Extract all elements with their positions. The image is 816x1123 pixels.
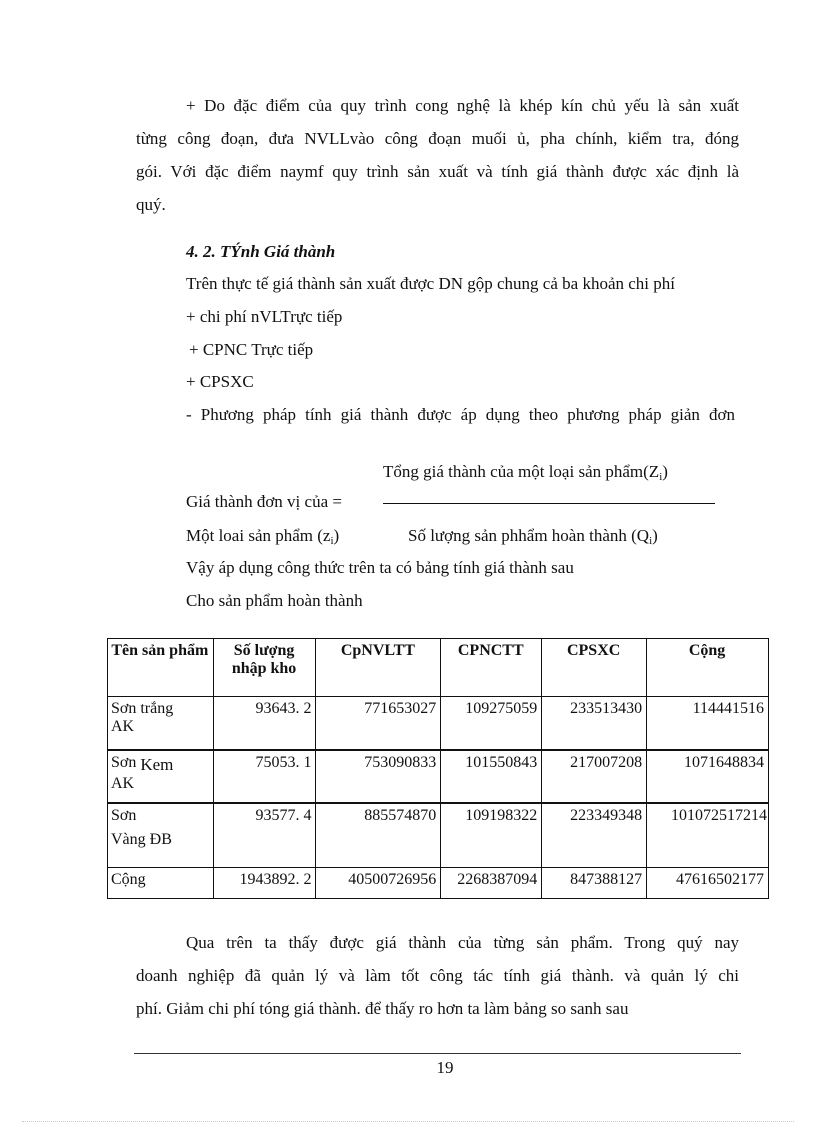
header-cpnctt: CPNCTT [441,639,542,697]
cpnctt-cell: 109275059 [441,697,542,750]
header-cpsxc: CPSXC [542,639,647,697]
cost-table [107,638,769,899]
section-intro: Trên thực tế giá thành sản xuất được DN gộp chung cả ba khoản chi phí [186,274,675,293]
header-total: Cộng [647,639,769,697]
section-heading: 4. 2. TÝnh Giá thành [186,242,336,261]
page-number: 19 [436,1058,454,1077]
para1-line1: + Do đặc điểm của quy trình cong nghệ là khép kín chủ yếu là sản xuất [186,96,739,115]
formula-numerator: Tổng giá thành của một loại sản $phẩm(Z_i)$ [383,462,668,483]
after-formula-line2: Cho sản phẩm hoàn thành [186,591,363,610]
header-product: Tên sản phẩm [108,639,214,697]
cpnctt-cell: 109198322 [441,803,542,868]
footer-rule [134,1053,741,1054]
para2-line2: doanh nghiệp đã quản lý và làm tốt công tác tính giá thành. và quản lý chi [136,966,739,985]
cost-item-3: + CPSXC [186,372,254,391]
quantity-cell: 75053. 1 [213,750,316,803]
fraction-bar [383,503,715,504]
cpsxc-cell: 233513430 [542,697,647,750]
table-row [108,697,769,750]
table-header-row [108,639,769,697]
cpsxc-cell: 847388127 [542,868,647,899]
total-label: Cộng [108,868,214,899]
table-row [108,750,769,803]
cpsxc-cell: 217007208 [542,750,647,803]
total-cell: 47616502177 [647,868,769,899]
cpnvltt-cell: 771653027 [316,697,441,750]
table-total-row [108,868,769,899]
header-cpnvltt: CpNVLTT [316,639,441,697]
table-row [108,803,769,868]
cpnctt-cell: 2268387094 [441,868,542,899]
page-bottom-divider [22,1121,794,1122]
header-quantity: Số lượng nhập kho [213,639,316,697]
formula-denominator: Số lượng sản phhẩm hoàn thành $(Q_i)$ [408,526,658,547]
product-name: Sơn Vàng ĐB [108,803,214,868]
cpnvltt-cell: 753090833 [316,750,441,803]
cpnctt-cell: 101550843 [441,750,542,803]
para2-line1: Qua trên ta thấy được giá thành của từng sản phẩm. Trong quý nay [186,933,739,952]
para2-line3: phí. Giảm chi phí tóng giá thành. để thấy ro hơn ta làm bảng so sanh sau [136,999,629,1018]
cpnvltt-cell: 885574870 [316,803,441,868]
quantity-cell: 93577. 4 [213,803,316,868]
cost-item-1: + chi phí nVLTrực tiếp [186,307,343,326]
quantity-cell: 1943892. 2 [213,868,316,899]
formula-lhs-line1: Giá thành đơn vị của = [186,492,342,511]
total-cell: 101072517214 [647,803,769,868]
after-formula-line1: Vậy áp dụng công thức trên ta có bảng tính giá thành sau [186,558,574,577]
cost-item-2: + CPNC Trực tiếp [189,340,314,359]
product-name: Sơn trắng AK [108,697,214,750]
total-cell: 114441516 [647,697,769,750]
para1-line2: từng công đoạn, đưa NVLLvào công đoạn muối ủ, pha chính, kiểm tra, đóng [136,129,739,148]
cpnvltt-cell: 40500726956 [316,868,441,899]
product-name: Sơn Kem AK [108,750,214,803]
formula-lhs-line2: Một loai sản phẩm $(z_i)$ [186,526,340,547]
para1-line3: gói. Với đặc điểm naymf quy trình sản xuất và tính giá thành được xác định là [136,162,739,181]
para1-line4: quý. [136,195,166,214]
total-cell: 1071648834 [647,750,769,803]
quantity-cell: 93643. 2 [213,697,316,750]
method-line: - Phương pháp tính giá thành được áp dụng theo phương pháp giản đơn [186,405,735,424]
cpsxc-cell: 223349348 [542,803,647,868]
